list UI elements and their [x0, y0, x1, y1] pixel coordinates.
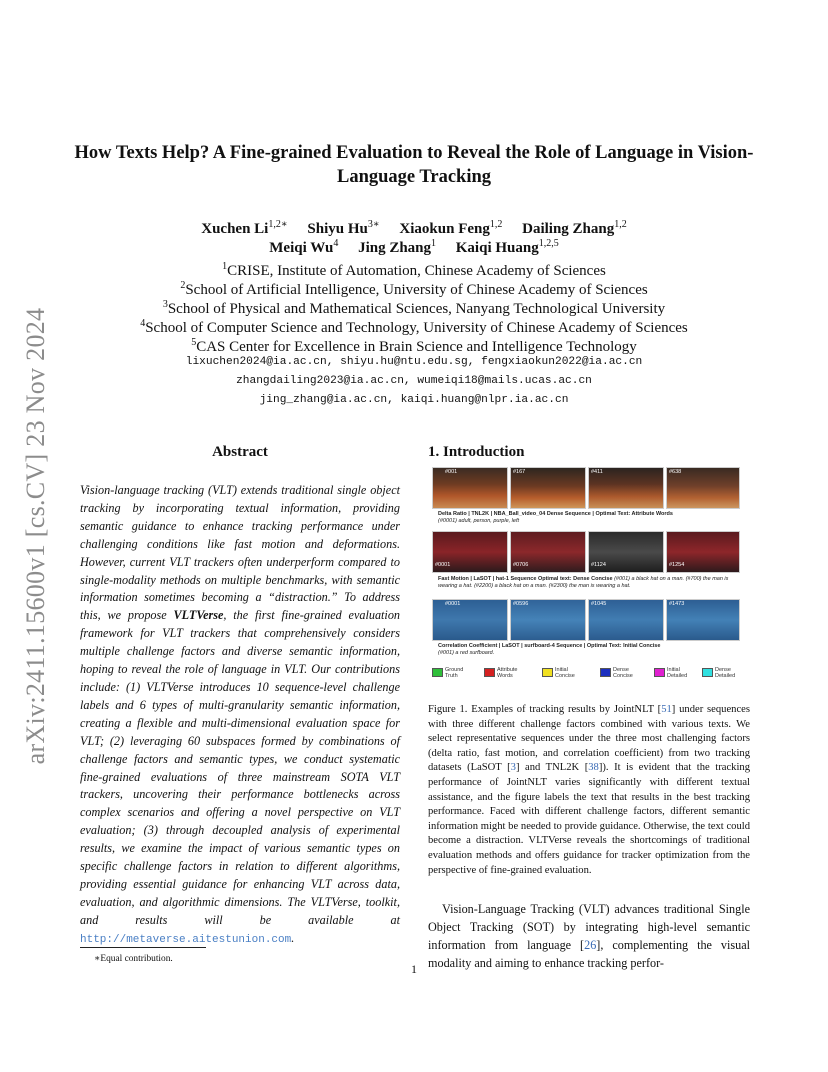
video-frame: #1124 — [588, 531, 664, 573]
panel-caption: Correlation Coefficient | LaSOT | surfboard-4 Sequence | Optimal Text: Initial Concise (#001) a red surfboard. — [438, 643, 661, 656]
email-line: lixuchen2024@ia.ac.cn, shiyu.hu@ntu.edu.sg, fengxiaokun2022@ia.ac.cn — [185, 356, 643, 368]
affiliation: $^4$School of Computer Science and Technology, University of Chinese Academy of Sciences — [140, 318, 688, 336]
affiliation: $^2$School of Artificial Intelligence, University of Chinese Academy of Sciences — [180, 280, 648, 298]
video-frame: #001 — [432, 467, 508, 509]
footnote-rule — [80, 947, 206, 948]
authors-line-1 — [60, 219, 768, 238]
affiliation: $^1$CRISE, Institute of Automation, Chinese Academy of Sciences — [222, 261, 606, 279]
page-number: 1 — [411, 962, 417, 976]
author: Xiaokun Feng$^{1,2}$ — [399, 219, 503, 237]
video-frame: #411 — [588, 467, 664, 509]
affiliation: $^3$School of Physical and Mathematical Sciences, Nanyang Technological University — [162, 299, 666, 317]
video-frame: #167 — [510, 467, 586, 509]
citation-link[interactable]: 26 — [584, 937, 597, 952]
abstract-heading: Abstract — [212, 444, 268, 460]
intro-paragraph: Vision-Language Tracking (VLT) advances traditional Single Object Tracking (SOT) by integrating high-level semantic information from language [26], complementing the visual modality and aiming to enhance tracking perfor- — [428, 902, 751, 970]
author: Shiyu $Hu^{3∗}$ — [307, 219, 380, 237]
author: Meiqi Wu$^4$ — [269, 238, 339, 256]
video-frame: #0001 — [432, 599, 508, 641]
figure-1 — [428, 463, 740, 685]
email-line: zhangdailing2023@ia.ac.cn, wumeiqi18@mails.ucas.ac.cn — [236, 375, 592, 387]
citation-link[interactable]: 3 — [510, 762, 516, 774]
video-frame: #1254 — [666, 531, 740, 573]
author: Jing Zhang$^1$ — [358, 238, 437, 256]
citation-link[interactable]: 51 — [661, 704, 672, 715]
footnote: ∗Equal contribution. — [94, 954, 173, 964]
author: Kaiqi Huang$^{1,2,5}$ — [455, 238, 559, 256]
video-frame: #638 — [666, 467, 740, 509]
paper-title: How Texts Help? A Fine-grained Evaluation to Reveal the Role of Language in Vision-Language Tracking — [74, 143, 754, 187]
author: Xuchen $Li^{1,2∗}$ — [201, 219, 288, 237]
video-frame: #1473 — [666, 599, 740, 641]
panel-caption: Delta Ratio | TNL2K | NBA_Ball_video_04 Dense Sequence | Optimal Text: Attribute Words (#0001) adult, person, purple, left — [438, 511, 673, 524]
arxiv-stamp: arXiv:2411.15600v1 [cs.CV] 23 Nov 2024 — [21, 307, 50, 765]
framework-name: VLTVerse — [173, 608, 224, 623]
section-heading: 1. Introduction — [428, 444, 525, 460]
video-frame: #0596 — [510, 599, 586, 641]
video-frame: #0706 — [510, 531, 586, 573]
author: Dailing Zhang$^{1,2}$ — [522, 219, 627, 237]
authors-line-2 — [60, 238, 768, 257]
abstract-body: Vision-language tracking (VLT) extends traditional single object tracking by incorporating textual information, providing semantic guidance to enhance tracking performance under challenging conditions like fast motion and deformations. However, current VLT trackers often underperform compared to single-modality methods on multiple benchmarks, with semantic information sometimes becoming a “distraction.” To address this, we propose VLTVerse, the first fine-grained evaluation framework for VLT trackers that comprehensively considers multiple challenge factors and diverse semantic information, hoping to reveal the role of language in VLT. Our contributions include: (1) VLTVerse introduces 10 sequence-level challenge labels and 6 types of multi-granularity semantic information, creating a flexible and multi-dimensional evaluation space for VLT; (2) leveraging 60 subspaces formed by combinations of challenge factors and semantic types, we conduct systematic fine-grained evaluations of three mainstream SOTA VLT trackers, uncovering their performance bottlenecks across complex scenarios and offering a novel perspective on VLT evaluation; (3) through decoupled analysis of experimental results, we examine the impact of various semantic types on specific challenge factors in relation to different algorithms, providing essential guidance for enhancing VLT across data, evaluation, and algorithmic dimensions. The VLTVerse, toolkit, and results will be available at http://metaverse.aitestunion.com. — [80, 483, 401, 946]
figure-caption: Figure 1. Examples of tracking results by JointNLT [51] under sequences with three different challenge factors combined with various texts. We select representative sequences under the three most challenging factors (delta ratio, fast motion, and correlation coefficient) from two tracking datasets (LaSOT [3] and TNL2K [38]). It is evident that the tracking performance of JointNLT varies significantly with different textual assistance, and the figure labels the text that results in the best tracking performance. Faced with different challenge factors, different semantic information might be needed to provide guidance. Otherwise, the text could become a distraction. VLTVerse reveals the shortcomings of traditional evaluation methods and offers guidance for tracker optimization from the perspective of fine-grained evaluation. — [428, 704, 750, 876]
citation-link[interactable]: 38 — [588, 762, 599, 774]
affiliation: $^5$CAS Center for Excellence in Brain Science and Intelligence Technology — [191, 337, 637, 355]
email-line: jing_zhang@ia.ac.cn, kaiqi.huang@nlpr.ia.ac.cn — [259, 394, 569, 406]
figure-legend: Ground Truth Attribute Words Initial Concise Dense Concise Initial Detailed Dense Detailed — [432, 667, 740, 685]
panel-caption: Fast Motion | LaSOT | hat-1 Sequence Optimal text: Dense Concise (#001) a black hat on a man. (#700) the man is wearing a hat. (#2200) a black hat on a man. (#2300) the man is wearing a hat. — [438, 576, 729, 589]
video-frame: #0001 — [432, 531, 508, 573]
project-link[interactable]: http://metaverse.aitestunion.com — [80, 933, 292, 946]
video-frame: #1045 — [588, 599, 664, 641]
